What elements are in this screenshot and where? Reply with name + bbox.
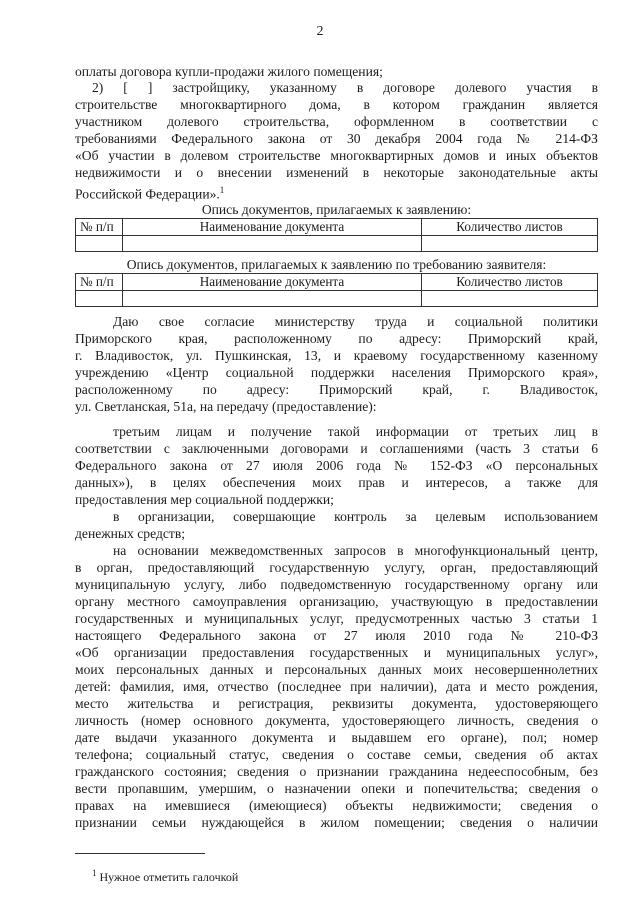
text-line: дате выдачи указанного документа и выдавшем его органе), пол; номер — [75, 730, 598, 745]
footnote-divider — [75, 853, 205, 854]
header-cell-sheets: Количество листов — [422, 274, 598, 291]
text-line: недвижимости и о внесении изменений в некоторые законодательные акты — [75, 165, 598, 180]
text-line: оплаты договора купли-продажи жилого помещения; — [75, 64, 383, 79]
text-line: правах на имевшиеся (имеющиеся) объекты недвижимости; сведения о — [75, 798, 598, 813]
text-line: признании семьи нуждающейся в жилом помещении; сведения о наличии — [75, 815, 598, 830]
text-line — [75, 182, 598, 203]
header-cell-name: Наименование документа — [123, 219, 422, 236]
text-line: в организации, совершающие контроль за целевым использованием — [113, 509, 598, 524]
table-cell[interactable] — [422, 291, 598, 307]
documents-table — [75, 218, 598, 252]
text-line: моих персональных данных и персональных данных моих несовершеннолетних — [75, 662, 598, 677]
table2-caption: Опись документов, прилагаемых к заявлению по требованию заявителя: — [126, 257, 547, 272]
text-line: «Об участии в долевом строительстве многоквартирных домов и иных объектов — [75, 148, 598, 163]
requested-documents-table — [75, 273, 598, 307]
table-cell[interactable] — [123, 291, 422, 307]
footnote-text: Нужное отметить галочкой — [99, 870, 239, 884]
table1-caption: Опись документов, прилагаемых к заявлению: — [201, 202, 472, 217]
header-cell-number: № п/п — [76, 219, 123, 236]
text-line: органу местного самоуправления организацию, участвующую в предоставлении — [75, 594, 598, 609]
text-line: соответствии с заключенными договорами и соглашениями (часть 3 статьи 6 — [75, 441, 598, 456]
page-number: 2 — [316, 24, 324, 39]
text-line: строительстве многоквартирного дома, в котором гражданин является — [75, 97, 598, 112]
text-line: расположенному по адресу: Приморский край, г. Владивосток, — [75, 382, 598, 397]
footnote-ref: 1 — [219, 185, 225, 195]
footnote — [92, 866, 238, 884]
text-line: денежных средств; — [75, 526, 186, 541]
text-line: настоящего Федерального закона от 27 июля 2010 года № 210-ФЗ — [75, 628, 598, 643]
footnote-number: 1 — [92, 868, 97, 878]
header-cell-name: Наименование документа — [123, 274, 422, 291]
text-span: Российской Федерации». — [75, 186, 220, 202]
text-line: место жительства и регистрация, реквизиты документа, удостоверяющего — [75, 696, 598, 711]
table-cell[interactable] — [76, 236, 123, 252]
table-header-row — [76, 274, 598, 291]
table-header-row — [76, 219, 598, 236]
text-line: на основании межведомственных запросов в многофункциональный центр, — [113, 543, 598, 558]
text-line: детей: фамилия, имя, отчество (последнее при наличии), дата и место рождения, — [75, 679, 598, 694]
text-line: Федерального закона от 27 июля 2006 года № 152-ФЗ «О персональных — [75, 458, 598, 473]
text-line: третьим лицам и получение такой информации от третьих лиц в — [113, 424, 598, 439]
header-cell-sheets: Количество листов — [422, 219, 598, 236]
text-line: данных»), в целях обеспечения моих прав и интересов, а также для — [75, 475, 598, 490]
table-cell[interactable] — [123, 236, 422, 252]
text-line: учреждению «Центр социальной поддержки населения Приморского края», — [75, 365, 598, 380]
text-line: ул. Светланская, 51а, на передачу (предоставление): — [75, 399, 377, 414]
text-line: участником долевого строительства, оформленном в соответствии с — [75, 114, 598, 129]
text-line: г. Владивосток, ул. Пушкинская, 13, и краевому государственному казенному — [75, 348, 598, 363]
text-line: требованиями Федерального закона от 30 декабря 2004 года № 214-ФЗ — [75, 131, 598, 146]
table-row — [76, 236, 598, 252]
text-line: вести пропавшим, умершим, о назначении опеки и попечительства; сведения о — [75, 781, 598, 796]
text-line: Приморского края, расположенному по адресу: Приморский край, — [75, 331, 598, 346]
text-line: 2) [ ] застройщику, указанному в договоре долевого участия в — [92, 80, 598, 95]
table-cell[interactable] — [76, 291, 123, 307]
text-line: предоставления мер социальной поддержки; — [75, 492, 334, 507]
table-cell[interactable] — [422, 236, 598, 252]
text-line: личность (номер основного документа, удостоверяющего личность, сведения о — [75, 713, 598, 728]
text-line: в орган, предоставляющий государственную услугу, орган, предоставляющий — [75, 560, 598, 575]
text-line: Даю свое согласие министерству труда и социальной политики — [113, 314, 598, 329]
text-line: государственных и муниципальных услуг, предусмотренных частью 3 статьи 1 — [75, 611, 598, 626]
header-cell-number: № п/п — [76, 274, 123, 291]
text-line: «Об организации предоставления государственных и муниципальных услуг», — [75, 645, 598, 660]
text-line: телефона; социальный статус, сведения о составе семьи, сведения об актах — [75, 747, 598, 762]
text-line: гражданского состояния; сведения о признании гражданина недееспособным, без — [75, 764, 598, 779]
text-line: муниципальную услугу, либо подведомственную государственному органу или — [75, 577, 598, 592]
table-row — [76, 291, 598, 307]
